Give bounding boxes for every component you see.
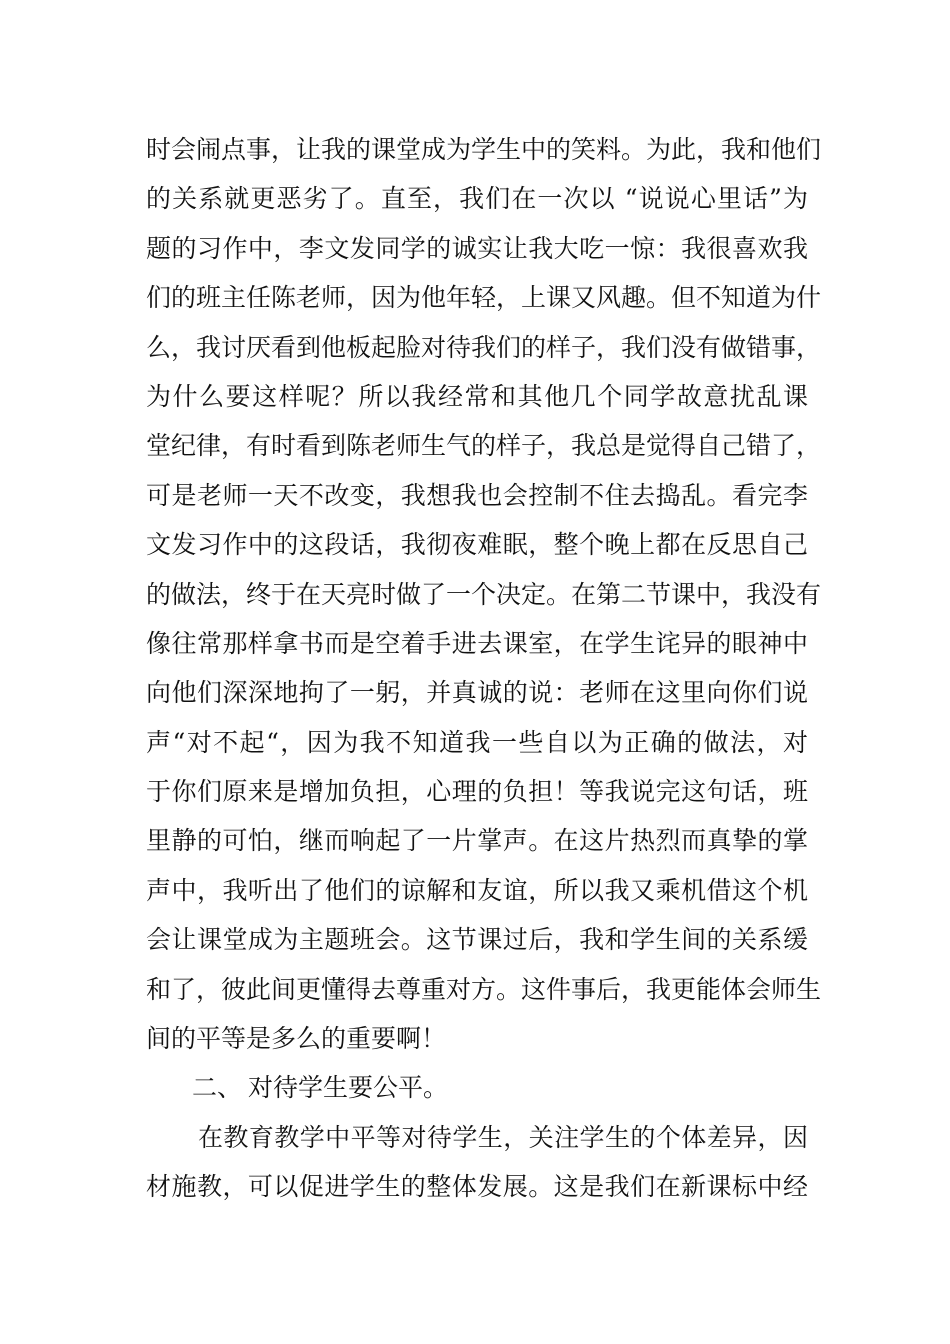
section-heading [146,1063,808,1112]
paragraph-line: 题的习作中，李文发同学的诚实让我大吃一惊：我很喜欢我 [146,233,808,263]
paragraph-line: 声“对不起“，因为我不知道我一些自以为正确的做法，对 [146,727,808,757]
paragraph-line: 时会闹点事，让我的课堂成为学生中的笑料。为此，我和他们 [146,135,822,164]
paragraph-line: 为什么要这样呢？所以我经常和其他几个同学故意扰乱课 [146,381,808,411]
paragraph-line: 和了，彼此间更懂得去尊重对方。这件事后，我更能体会师生 [146,974,822,1004]
body-text [146,125,822,1212]
paragraph-line: 向他们深深地拘了一躬，并真诚的说：老师在这里向你们说 [146,678,808,708]
paragraph-line: 堂纪律，有时看到陈老师生气的样子，我总是觉得自己错了， [146,431,822,461]
paragraph-line: 像往常那样拿书而是空着手进去课室，在学生诧异的眼神中 [146,628,808,658]
paragraph-line: 声中，我听出了他们的谅解和友谊，所以我又乘机借这个机 [146,875,808,905]
paragraph-line: 的做法，终于在天亮时做了一个决定。在第二节课中，我没有 [146,579,822,609]
section-number: 二、 [192,1073,243,1103]
paragraph-line: 文发习作中的这段话，我彻夜难眠，整个晚上都在反思自己 [146,530,808,560]
paragraph-line: 于你们原来是增加负担，心理的负担！等我说完这句话，班 [146,777,808,807]
paragraph-line: 么，我讨厌看到他板起脸对待我们的样子，我们没有做错事， [146,332,822,362]
paragraph-line: 材施教，可以促进学生的整体发展。这是我们在新课标中经 [146,1172,808,1202]
paragraph-line: 会让课堂成为主题班会。这节课过后，我和学生间的关系缓 [146,925,808,955]
paragraph-line: 的关系就更恶劣了。直至，我们在一次以 “说说心里话”为 [146,184,808,214]
paragraph-line: 在教育教学中平等对待学生，关注学生的个体差异，因 [198,1122,808,1152]
paragraph-line: 里静的可怕，继而响起了一片掌声。在这片热烈而真挚的掌 [146,826,808,856]
section-title: 对待学生要公平。 [248,1073,449,1103]
paragraph-line: 间的平等是多么的重要啊！ [146,1024,447,1054]
paragraph-line: 们的班主任陈老师，因为他年轻，上课又风趣。但不知道为什 [146,283,822,313]
paragraph-line: 可是老师一天不改变，我想我也会控制不住去捣乱。看完李 [146,480,808,510]
